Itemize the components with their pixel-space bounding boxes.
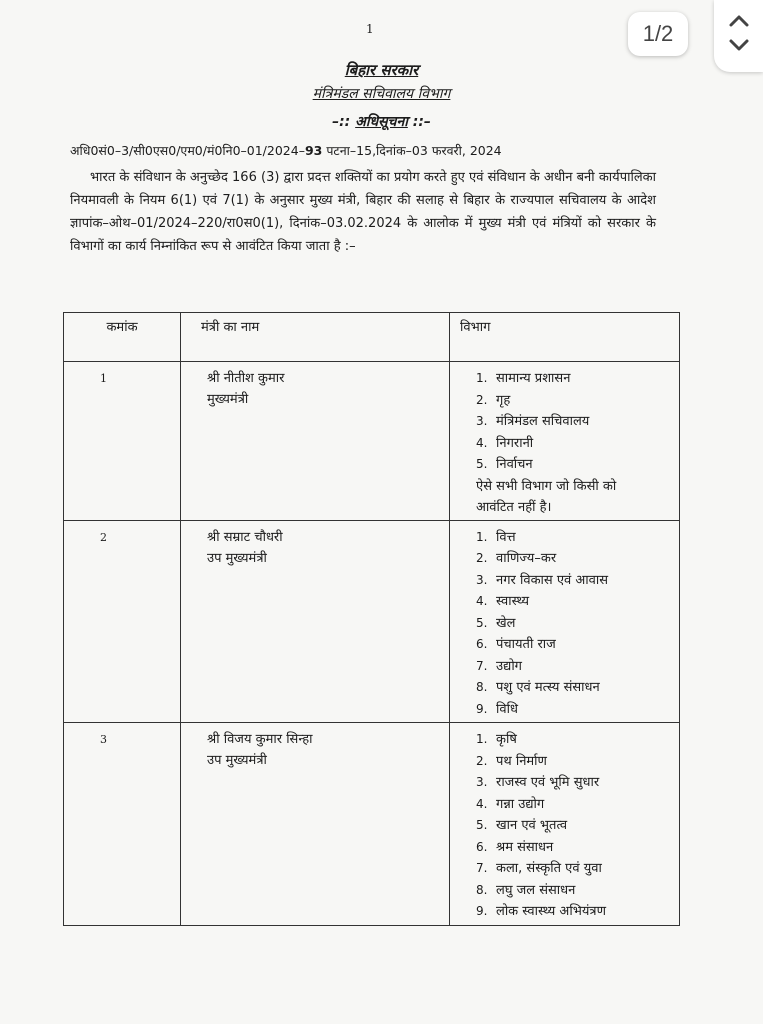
header-minister-name: मंत्री का नाम (181, 313, 450, 362)
row-minister (181, 723, 450, 926)
notice-prefix: –:: (332, 114, 356, 130)
notice-paragraph: भारत के संविधान के अनुच्छेद 166 (3) द्वारा प्रदत्त शक्तियों का प्रयोग करते हुए एवं संविधान के अधीन बनी कार्यपालिका नियमावली के नियम 6(1) एवं 7(1) के अनुसार मुख्य मंत्री, बिहार की सलाह से बिहार के राज्यपाल सचिवालय के आदेश ज्ञापांक–ओथ–01/2024–220/रा0स0(1), दिनांक–03.02.2024 के आलोक में मुख्य मंत्री एवं मंत्रियों को सरकार के विभागों का कार्य निम्नांकित रूप से आवंटित किया जाता है :– (70, 170, 656, 254)
chevron-down-icon[interactable] (728, 38, 750, 52)
government-name: बिहार सरकार (344, 61, 419, 79)
list-item (476, 880, 669, 902)
department-name: नगर विकास एवं आवास (496, 572, 609, 588)
chevron-up-icon[interactable] (728, 14, 750, 28)
notice-title: अधिसूचना (355, 114, 408, 130)
list-item-number: 3. (476, 414, 488, 428)
list-item (476, 729, 669, 751)
minister-name: श्री विजय कुमार सिन्हा (207, 732, 313, 747)
row-serial: 3 (64, 723, 181, 926)
page-number: 1 (366, 22, 374, 36)
list-item-number: 7. (476, 658, 488, 673)
list-item-number: 4. (476, 796, 488, 811)
reference-part-1: अधि0सं0–3/सी0एस0/एम0/मं0नि0–01/2024– (70, 143, 305, 158)
list-item (476, 591, 669, 613)
table-row (64, 723, 680, 926)
list-item (476, 433, 669, 455)
list-item (476, 613, 669, 635)
department-name: कला, संस्कृति एवं युवा (496, 861, 602, 876)
list-item-number: 4. (476, 435, 488, 450)
list-item-number: 3. (476, 775, 488, 789)
list-item-number: 9. (476, 701, 488, 716)
row-departments (450, 723, 680, 926)
department-name: श्रम संसाधन (496, 839, 554, 855)
list-item-number: 8. (476, 882, 488, 897)
department-name: पंचायती राज (496, 637, 556, 652)
list-item (476, 411, 669, 433)
department-list (476, 368, 669, 476)
row-minister (181, 520, 450, 723)
reference-number: 93 (304, 143, 323, 158)
department-name: उद्योग (496, 658, 523, 674)
list-item (476, 794, 669, 816)
page-navigation (714, 0, 763, 72)
row-departments (450, 520, 680, 723)
notice-suffix: ::– (407, 114, 431, 130)
list-item (476, 751, 669, 773)
list-item-number: 7. (476, 861, 488, 875)
list-item-number: 1. (476, 371, 488, 385)
list-item-number: 1. (476, 732, 488, 746)
table-row (64, 520, 680, 723)
list-item-number: 2. (476, 392, 488, 407)
list-item (476, 815, 669, 837)
department-list (476, 527, 669, 721)
minister-name: श्री सम्राट चौधरी (207, 529, 283, 545)
list-item-number: 3. (476, 572, 488, 587)
row-serial: 1 (64, 362, 181, 521)
row-serial: 2 (64, 520, 181, 723)
list-item-number: 1. (476, 529, 488, 544)
department-name: गृह (496, 392, 511, 408)
header-department: विभाग (450, 313, 680, 362)
list-item-number: 6. (476, 637, 488, 651)
list-item (476, 772, 669, 794)
list-item (476, 548, 669, 570)
minister-name: श्री नीतीश कुमार (207, 371, 285, 386)
list-item (476, 454, 669, 476)
list-item (476, 677, 669, 699)
list-item (476, 699, 669, 721)
department-name: खेल (496, 615, 516, 631)
department-note: ऐसे सभी विभाग जो किसी को आवंटित नहीं है। (476, 478, 617, 515)
list-item (476, 368, 669, 390)
department-name: वित्त (496, 529, 516, 545)
list-item (476, 656, 669, 678)
table-header-row (64, 313, 680, 362)
department-name: राजस्व एवं भूमि सुधार (496, 775, 600, 790)
list-item (476, 634, 669, 656)
row-minister (181, 362, 450, 521)
list-item-number: 4. (476, 594, 488, 608)
department-name: गन्ना उद्योग (496, 796, 545, 812)
list-item (476, 570, 669, 592)
list-item-number: 5. (476, 615, 488, 630)
department-name: मंत्रिमंडल सचिवालय (496, 414, 590, 429)
list-item (476, 901, 669, 923)
department-name: निगरानी (496, 435, 534, 451)
minister-designation: मुख्यमंत्री (207, 392, 249, 407)
table-row (64, 362, 680, 521)
list-item-number: 8. (476, 680, 488, 694)
minister-designation: उप मुख्यमंत्री (207, 753, 267, 768)
list-item-number: 9. (476, 904, 488, 918)
department-name: पथ निर्माण (496, 753, 547, 769)
notice-heading (0, 112, 763, 131)
list-item (476, 527, 669, 549)
allocation-table (63, 312, 680, 926)
reference-part-2: पटना–15,दिनांक–03 फरवरी, 2024 (322, 143, 502, 158)
department-name: विधि (496, 701, 518, 717)
page-indicator: 1/2 (628, 12, 688, 56)
list-item (476, 390, 669, 412)
list-item-number: 6. (476, 839, 488, 854)
department-name: लोक स्वास्थ्य अभियंत्रण (496, 904, 606, 919)
department-name: वाणिज्य–कर (496, 551, 557, 566)
department-name: पशु एवं मत्स्य संसाधन (496, 680, 600, 695)
list-item-number: 2. (476, 753, 488, 768)
row-departments (450, 362, 680, 521)
department-name: लघु जल संसाधन (496, 882, 576, 898)
department-list (476, 729, 669, 923)
department-name: खान एवं भूतत्व (496, 818, 568, 833)
list-item-number: 2. (476, 551, 488, 565)
list-item-number: 5. (476, 818, 488, 832)
department-name: निर्वाचन (496, 457, 533, 472)
department-name: सामान्य प्रशासन (496, 371, 571, 386)
header-serial: कमांक (64, 313, 181, 362)
department-name: कृषि (496, 732, 517, 747)
department-name: स्वास्थ्य (496, 594, 530, 609)
list-item (476, 858, 669, 880)
minister-designation: उप मुख्यमंत्री (207, 550, 267, 566)
list-item-number: 5. (476, 457, 488, 471)
list-item (476, 837, 669, 859)
department-name: मंत्रिमंडल सचिवालय विभाग (312, 86, 451, 102)
reference-line (70, 142, 502, 159)
